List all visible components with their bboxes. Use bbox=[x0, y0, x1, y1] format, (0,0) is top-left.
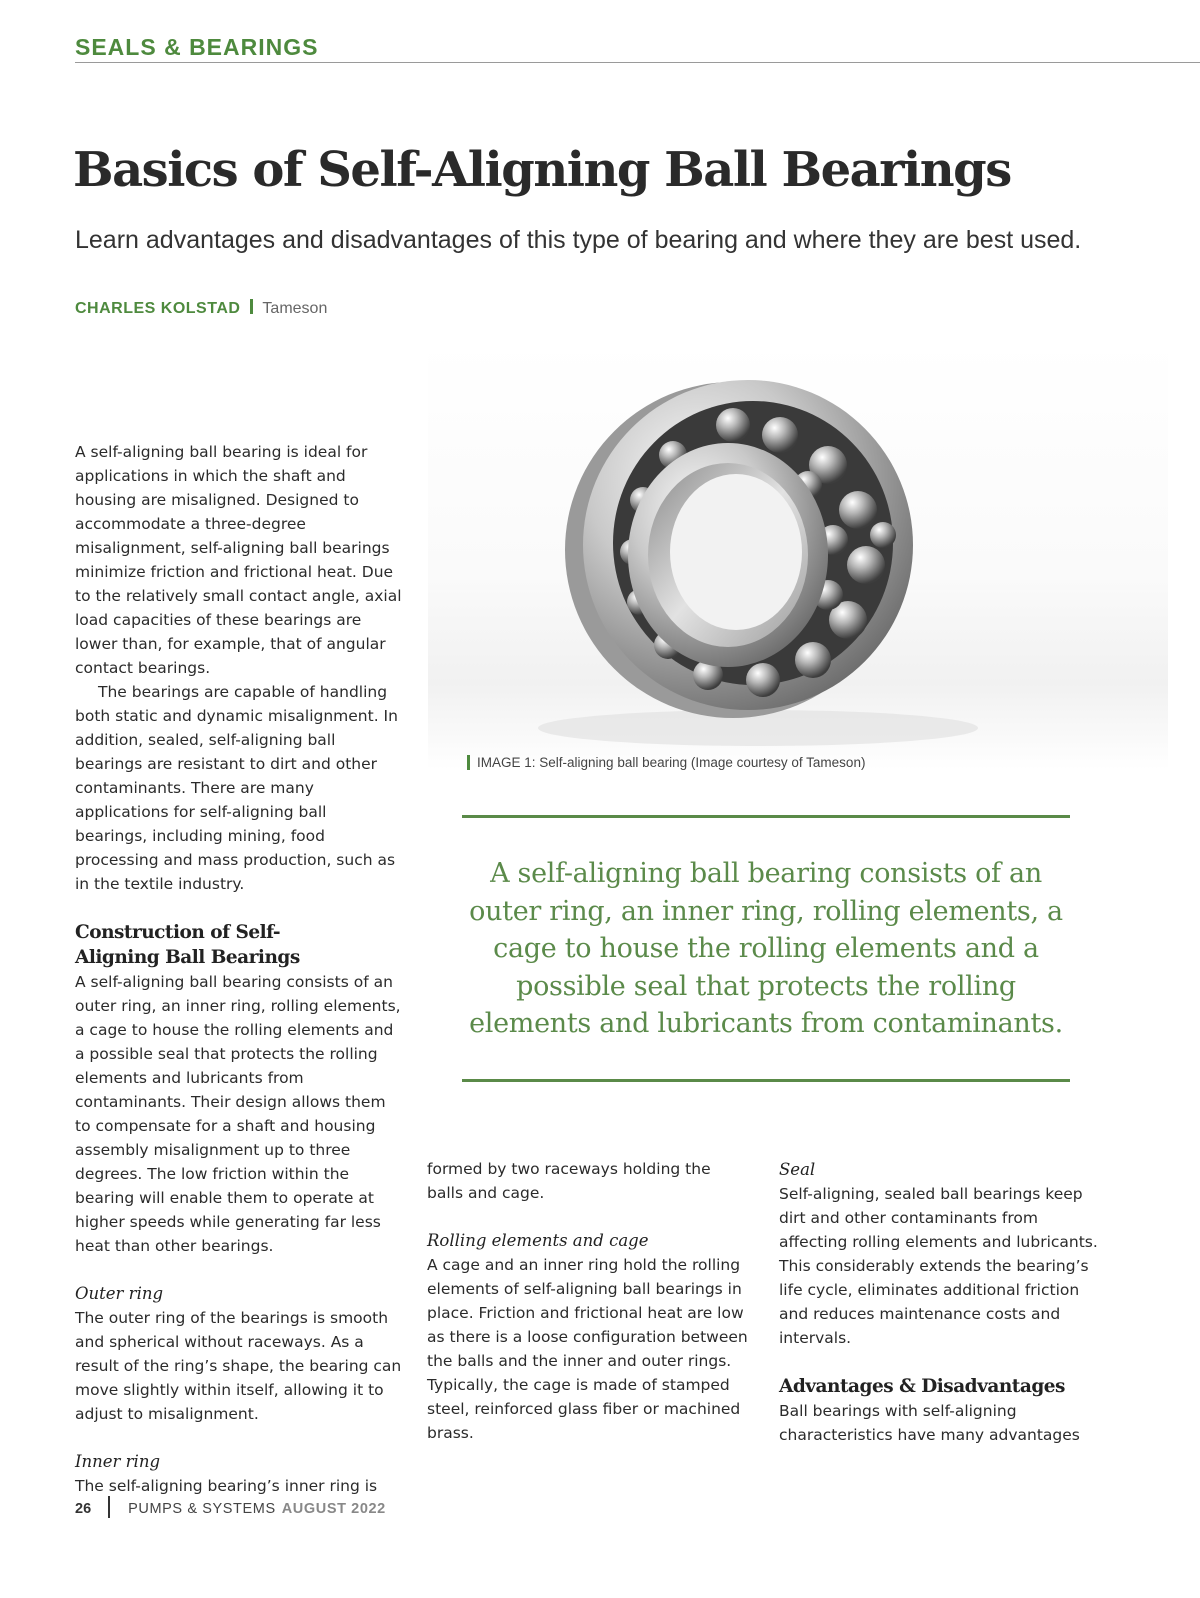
issue-date: AUGUST 2022 bbox=[281, 1500, 386, 1517]
author-name: CHARLES KOLSTAD bbox=[75, 300, 241, 317]
figure-caption bbox=[467, 755, 865, 771]
construction-heading: Construction of Self-Aligning Ball Bearings bbox=[75, 922, 300, 968]
seal-heading: Seal bbox=[779, 1160, 816, 1179]
bearing-image bbox=[428, 340, 1168, 770]
outer-ring-heading: Outer ring bbox=[75, 1284, 164, 1303]
intro-paragraph-1: A self-aligning ball bearing is ideal for applications in which the shaft and housing are misaligned. Designed to accommodate a three-degree misalignment, self-aligning ball bearings minimize friction and frictional heat. Due to the relatively small contact angle, axial load capacities of these bearings are lower than, for example, that of angular contact bearings. bbox=[75, 443, 402, 677]
caption-marker bbox=[467, 755, 470, 770]
intro-paragraph-2: The bearings are capable of handling both static and dynamic misalignment. In addition, sealed, self-aligning ball bearings are resistant to dirt and other contaminants. There are many applications for self-aligning ball bearings, including mining, food processing and mass production, such as in the textile industry. bbox=[75, 683, 398, 893]
inner-ring-paragraph: The self-aligning bearing’s inner ring is bbox=[75, 1477, 378, 1495]
byline-separator bbox=[250, 299, 253, 314]
column-middle bbox=[427, 1157, 749, 1445]
inner-ring-heading: Inner ring bbox=[75, 1452, 161, 1471]
magazine-name: PUMPS & SYSTEMS bbox=[128, 1500, 276, 1517]
section-label: SEALS & BEARINGS bbox=[75, 34, 319, 60]
column-right bbox=[779, 1158, 1101, 1447]
footer-divider bbox=[108, 1496, 110, 1518]
page-number: 26 bbox=[75, 1500, 92, 1517]
pullquote: A self-aligning ball bearing consists of an outer ring, an inner ring, rolling elements, a cage to house the rolling elements and a possible seal that protects the rolling elements and lubricants from contaminants. bbox=[469, 858, 1063, 1039]
pullquote-bottom-rule bbox=[462, 1079, 1070, 1082]
column-left bbox=[75, 440, 403, 1498]
outer-ring-paragraph: The outer ring of the bearings is smooth and spherical without raceways. As a result of the ring’s shape, the bearing can move slightly within itself, allowing it to adjust to misalignment. bbox=[75, 1309, 402, 1423]
construction-paragraph: A self-aligning ball bearing consists of an outer ring, an inner ring, rolling elements, a cage to house the rolling elements and a possible seal that protects the rolling elements and lubricants from contaminants. Their design allows them to compensate for a shaft and housing assembly misalignment up to three degrees. The low friction within the bearing will enable them to operate at higher speeds while generating far less heat than other bearings. bbox=[75, 973, 401, 1255]
section-divider bbox=[75, 62, 1200, 63]
rolling-elements-paragraph: A cage and an inner ring hold the rolling elements of self-aligning ball bearings in place. Friction and frictional heat are low as there is a loose configuration between the balls and the inner and outer rings. Typically, the cage is made of stamped steel, reinforced glass fiber or machined brass. bbox=[427, 1256, 748, 1442]
inner-ring-continued: formed by two raceways holding the balls and cage. bbox=[427, 1160, 711, 1202]
author-organization: Tameson bbox=[262, 300, 328, 317]
caption-text: IMAGE 1: Self-aligning ball bearing (Image courtesy of Tameson) bbox=[477, 755, 866, 770]
advantages-heading: Advantages & Disadvantages bbox=[779, 1376, 1065, 1397]
article-subtitle: Learn advantages and disadvantages of this type of bearing and where they are best used. bbox=[75, 226, 1082, 254]
pullquote-top-rule bbox=[462, 815, 1070, 818]
byline bbox=[75, 300, 327, 318]
article-title: Basics of Self-Aligning Ball Bearings bbox=[73, 142, 1011, 198]
bearing-figure bbox=[428, 340, 1168, 770]
advantages-paragraph: Ball bearings with self-aligning characteristics have many advantages bbox=[779, 1402, 1080, 1444]
page-footer bbox=[75, 1498, 386, 1520]
rolling-elements-heading: Rolling elements and cage bbox=[427, 1231, 649, 1250]
seal-paragraph: Self-aligning, sealed ball bearings keep dirt and other contaminants from affecting rolling elements and lubricants. This considerably extends the bearing’s life cycle, eliminates additional friction and reduces maintenance costs and intervals. bbox=[779, 1185, 1098, 1347]
